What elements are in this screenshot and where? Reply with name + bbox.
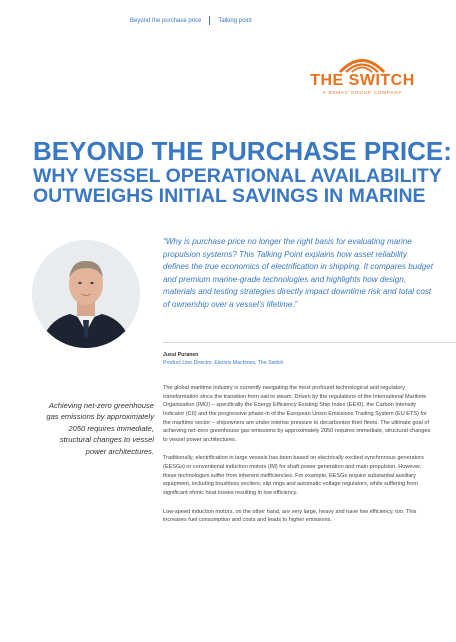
body-paragraph: Traditionally, electrification in large vessels has been based on electrically excited synchronous generators (EESGs) or conventional induction motors (IM) for shaft power generation and main propulsion. However, these technologies suffer from inherent inefficiencies. For example, EESGs require substantial auxiliary equipment, including brushless exciters, slip rings and automatic voltage regulators, while suffering from significant ohmic heat losses resulting in low efficiency. xyxy=(163,455,424,497)
breadcrumb-divider xyxy=(209,16,210,25)
breadcrumb-category[interactable]: Talking point xyxy=(218,17,252,24)
logo-tagline: A BEMAC GROUP COMPANY xyxy=(322,90,403,95)
logo-wordmark: THE SWITCH xyxy=(310,72,415,89)
author-role: Product Line Director, Electric Machines, The Switch xyxy=(163,359,284,366)
breadcrumb-section[interactable]: Beyond the purchase price xyxy=(130,17,202,24)
logo-mark xyxy=(300,55,425,73)
author-name: Jussi Puranen xyxy=(163,352,199,358)
pull-quote: Achieving net-zero greenhouse gas emissions by approximately 2050 requires immediate, structural changes to vessel power architectures. xyxy=(46,401,154,456)
title-line-2: WHY VESSEL OPERATIONAL AVAILABILITY xyxy=(33,164,442,187)
brand-logo xyxy=(300,55,425,95)
page-title xyxy=(33,136,452,208)
body-paragraph: The global maritime industry is currently navigating the most profound technological and regulatory transformation since the transition from sail to steam. Driven by the regulations of the International Maritime Organization (IMO) – specifically the Energy Efficiency Existing Ship Index (EEXI), the Carbon Intensity Indicator (CII) and the progressive phase-in of the European Union Emissions Trading System (EU ETS) for the maritime sector – shipowners are under intense pressure to decarbonize their fleets. The ultimate goal of achieving net-zero greenhouse gas emissions by approximately 2050 requires immediate, structural changes to vessel power architectures. xyxy=(163,385,431,443)
article-body xyxy=(163,384,435,535)
logo-arc-icon xyxy=(336,55,388,73)
section-divider xyxy=(163,342,456,343)
body-paragraph: Low-speed induction motors, on the other hand, are very large, heavy and have low efficiency, too. This increases fuel consumption and costs and leads to higher emissions. xyxy=(163,508,417,524)
title-line-1: BEYOND THE PURCHASE PRICE: xyxy=(33,136,452,166)
intro-quote: “Why is purchase price no longer the right basis for evaluating marine propulsion systems? This Talking Point explains how asset reliability defines the true economics of electrification in shipping. It compares budget and premium marine-grade technologies and highlights how design, materials and testing strategies directly impact downtime risk and total cost of ownership over a vessel’s lifetime.” xyxy=(163,237,433,309)
breadcrumb xyxy=(130,16,252,25)
title-line-3: OUTWEIGHS INITIAL SAVINGS IN MARINE xyxy=(33,185,426,208)
portrait-icon xyxy=(32,240,140,348)
author-portrait xyxy=(32,240,140,348)
author-block xyxy=(163,352,283,368)
